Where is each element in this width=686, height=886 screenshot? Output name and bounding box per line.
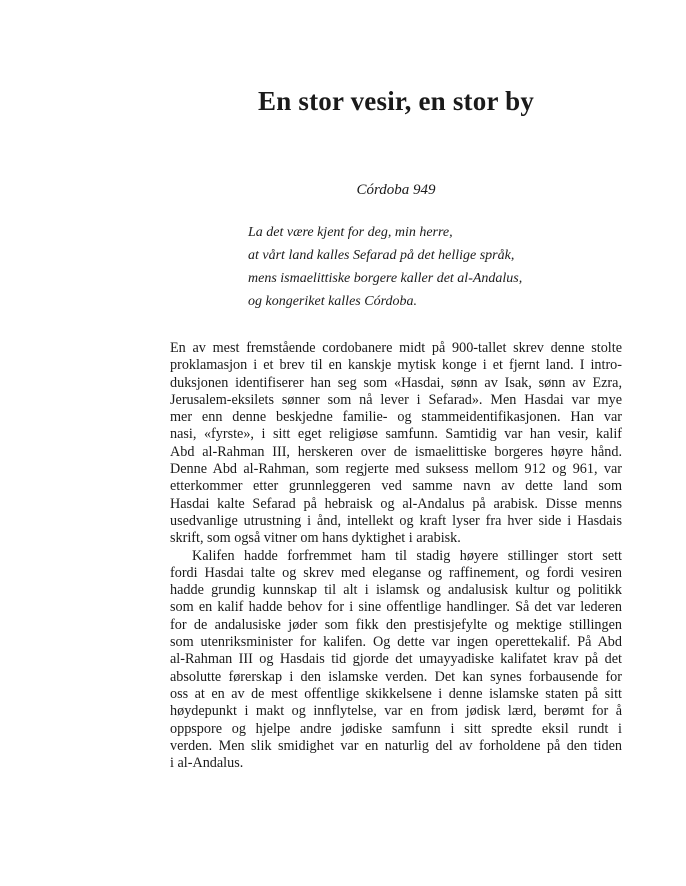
- text-line: høydepunkt i makt og innflytelse, var en from jødisk lærd, berømt for å: [170, 703, 622, 720]
- text-line: al-Rahman III og Hasdais tid gjorde det umayyadiske kalifatet krav på det: [170, 651, 622, 668]
- chapter-title: En stor vesir, en stor by: [257, 86, 535, 116]
- verse-line: og kongeriket kalles Córdoba.: [248, 294, 418, 309]
- verse-line: La det være kjent for deg, min herre,: [248, 225, 453, 240]
- text-line: Jerusalem-eksilets sønner som nå lever i Sefarad». Men Hasdai var mye: [170, 391, 622, 408]
- text-line: duksjonen identifiserer han seg som «Hasdai, sønn av Isak, sønn av Ezra,: [170, 374, 622, 391]
- text-line: i al-Andalus.: [170, 755, 244, 772]
- epigraph-heading: Córdoba 949: [356, 182, 436, 198]
- text-line: som utenriksminister for kalifen. Og dette var ingen operettekalif. På Abd: [170, 634, 622, 651]
- text-line: nasi, «fyrste», i sitt eget religiøse samfunn. Samtidig var han vesir, kalif: [170, 426, 622, 443]
- epigraph-verse: [248, 221, 608, 313]
- paragraph-2: [170, 548, 622, 773]
- text-line: Kalifen hadde forfremmet ham til stadig høyere stillinger stort sett: [192, 547, 622, 564]
- text-line: Hasdai kalte Sefarad på hebraisk og al-Andalus på arabisk. Disse menns: [170, 495, 622, 512]
- text-line: mer enn denne beskjedne familie- og stammeidentifikasjonen. Han var: [170, 409, 622, 426]
- text-line: skrift, som også vitner om hans dyktighet i arabisk.: [170, 530, 461, 547]
- paragraph-1: [170, 340, 622, 548]
- verse-line: at vårt land kalles Sefarad på det hellige språk,: [248, 248, 515, 263]
- text-line: Denne Abd al-Rahman, som regjerte med suksess mellom 912 og 961, var: [170, 461, 622, 478]
- text-line: fordi Hasdai talte og skrev med eleganse og raffinement, og fordi vesiren: [170, 564, 622, 581]
- text-line: oss at en av de mest offentlige skikkelsene i denne islamske staten på sitt: [170, 685, 622, 702]
- text-line: som en kalif hadde behov for i sine offentlige handlinger. Så det var lederen: [170, 599, 622, 616]
- text-line: hadde grundig kunnskap til alt i islamsk og andalusisk kultur og politikk: [170, 582, 622, 599]
- text-line: absolutte førerskap i den islamske verden. Det kan synes forbausende for: [170, 668, 622, 685]
- text-line: En av mest fremstående cordobanere midt på 900-tallet skrev denne stolte: [170, 340, 622, 356]
- text-line: proklamasjon i et brev til en kanskje mytisk konge i et fjernt land. I intro-: [170, 357, 622, 374]
- body-text: [170, 340, 622, 772]
- text-line: for de andalusiske jøder som fikk den prestisjefylte og mektige stillingen: [170, 616, 622, 633]
- text-line: Abd al-Rahman III, herskeren over de ismaelittiske borgeres høyre hånd.: [170, 443, 622, 460]
- verse-line: mens ismaelittiske borgere kaller det al-Andalus,: [248, 271, 523, 286]
- text-line: usedvanlige utrustning i ånd, intellekt og kraft lyser fra hver side i Hasdais: [170, 512, 622, 529]
- text-line: oppspore og hjelpe andre jødiske samfunn i sitt spredte eksil rundt i: [170, 720, 622, 737]
- text-line: verden. Men slik smidighet var en naturlig del av forholdene på den tiden: [170, 737, 622, 754]
- text-line: etterkommer etter grunnleggeren ved samme navn av dette land som: [170, 478, 622, 495]
